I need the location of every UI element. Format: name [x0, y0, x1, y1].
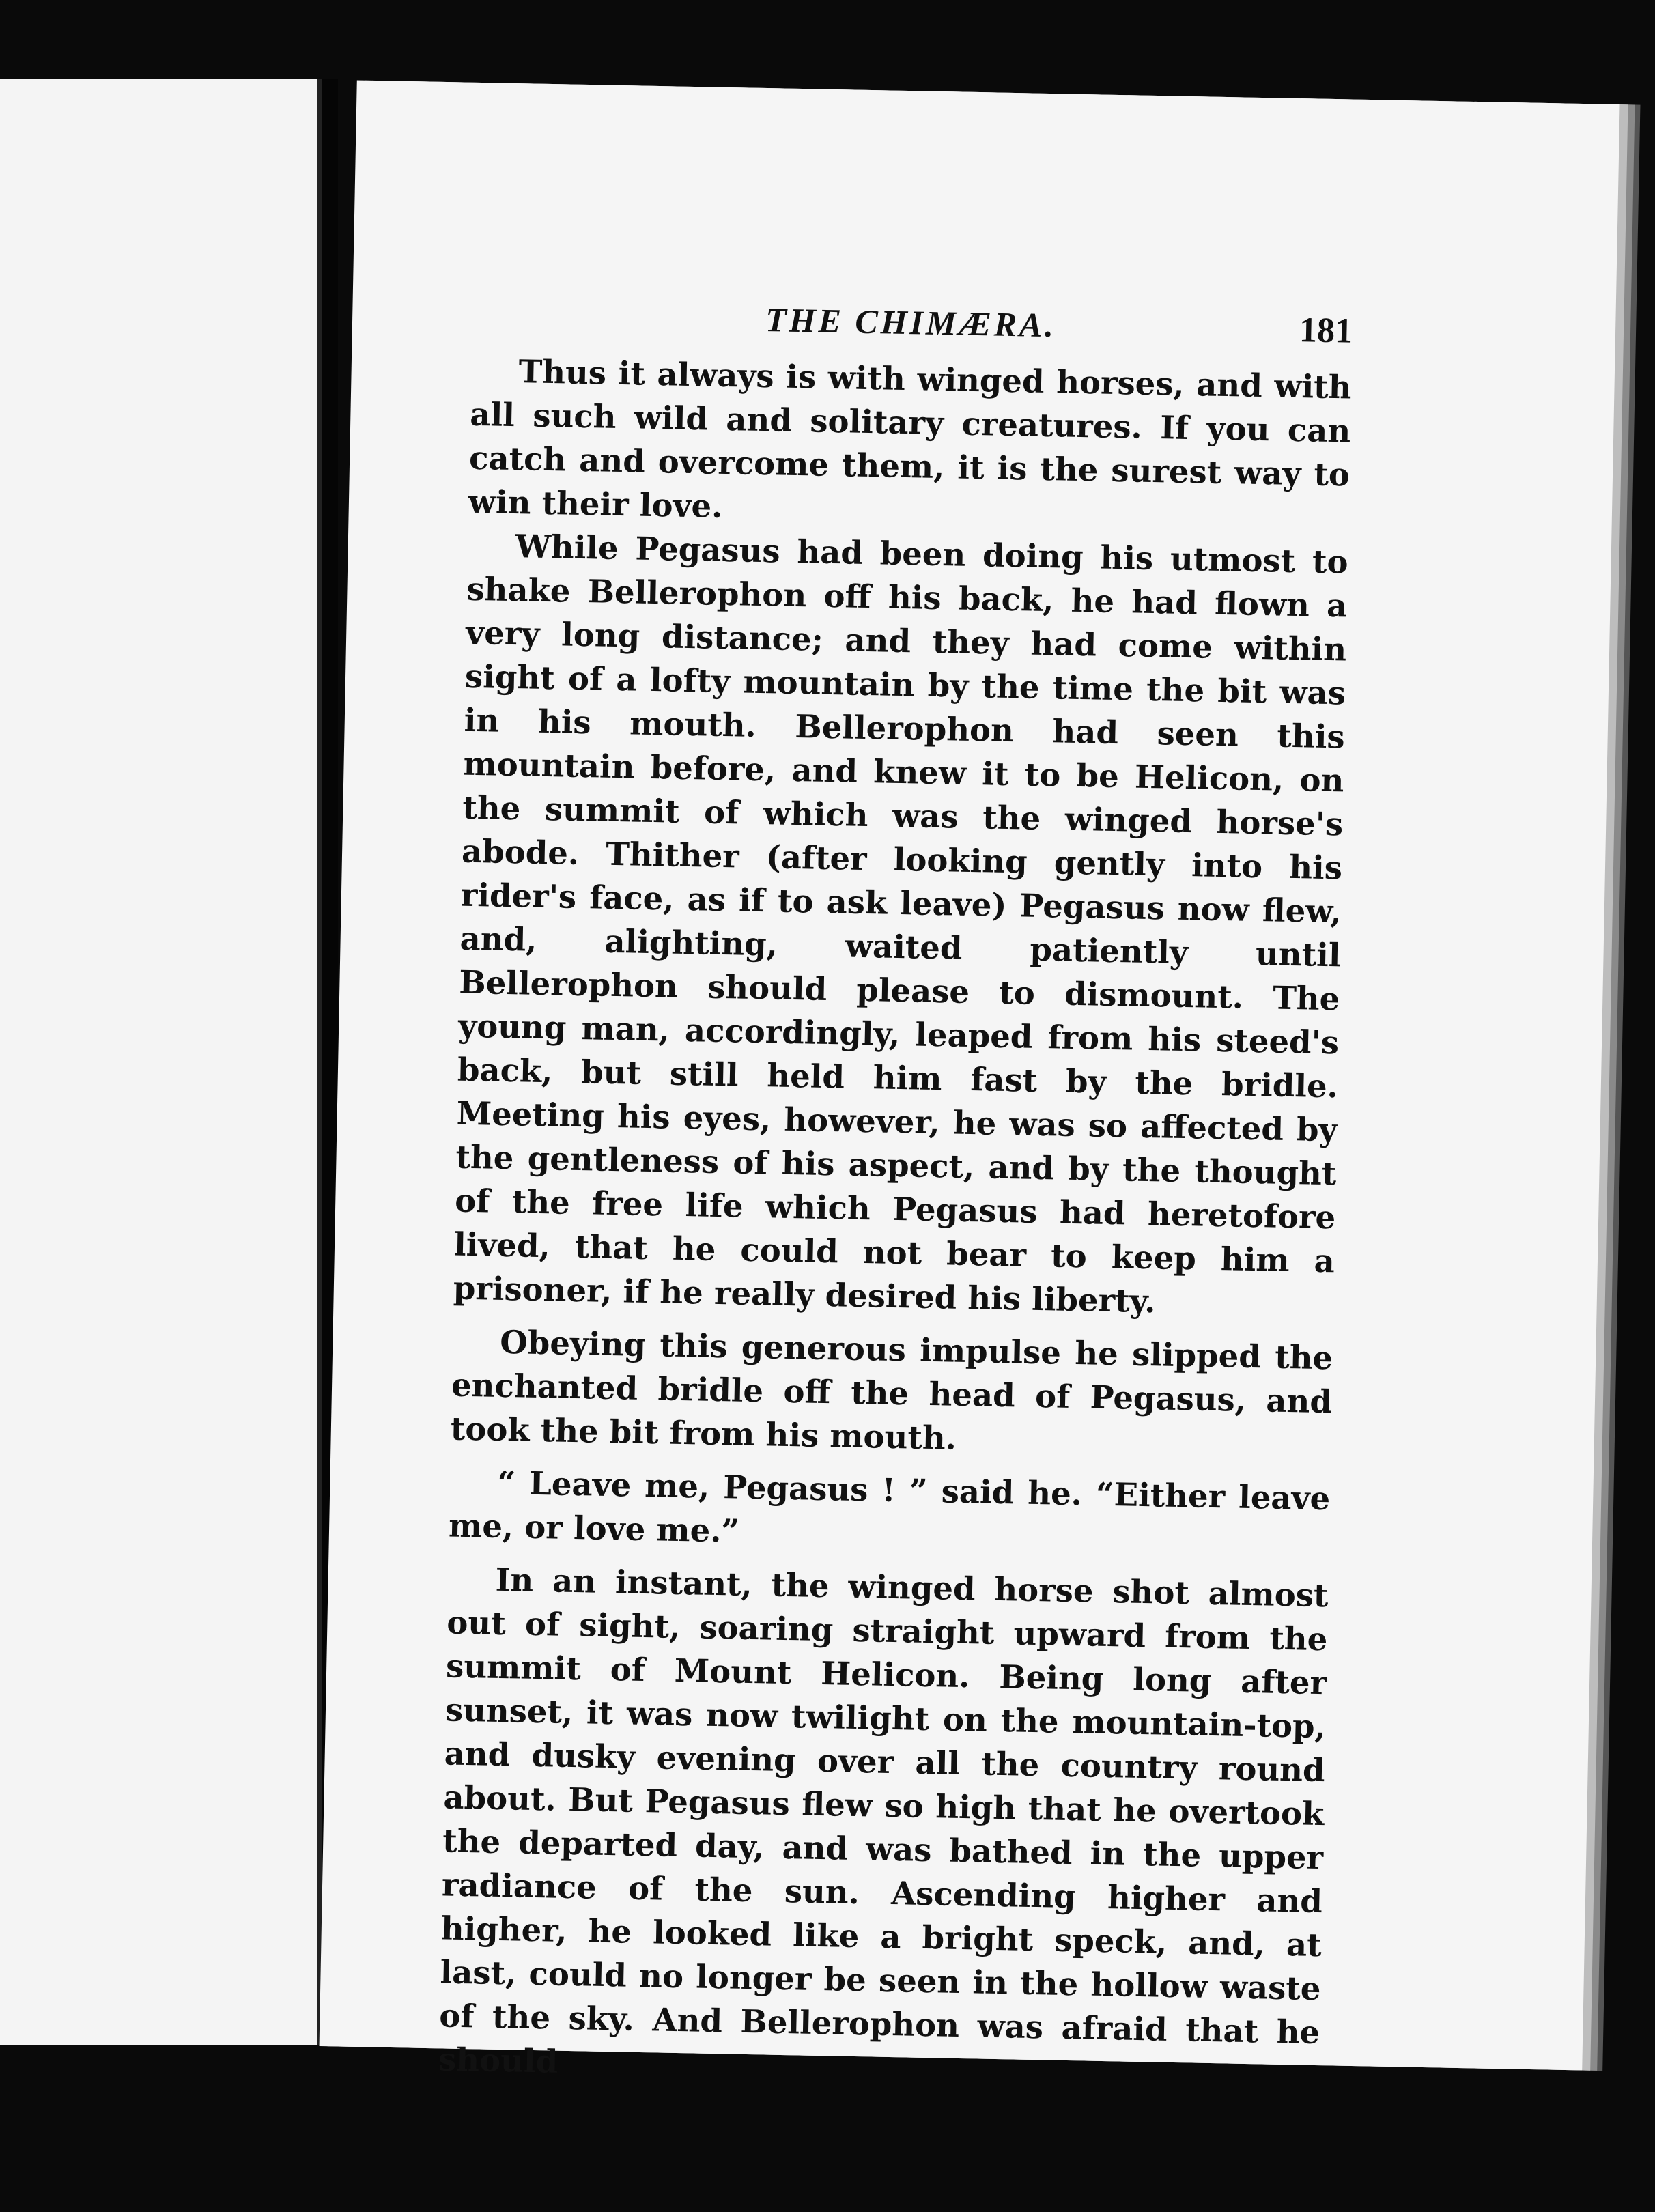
chapter-title: THE CHIMÆRA.	[765, 300, 1057, 345]
paragraph-5: In an instant, the winged horse shot almost out of sight, soaring straight upward from the summit of Mount Helicon. Being long after sunset, it was now twilight on the mountain-top, and dusky evening over all the country round about. But Pegasus flew so high that he overtook the departed day, and was bathed in the upper radiance of the sun. Ascending higher and higher, he looked like a bright speck, and, at last, could no longer be seen in the hollow waste of the sky. And Bellerophon was afraid that he should	[438, 1560, 1329, 2080]
left-page	[0, 79, 322, 2045]
right-page	[320, 81, 1620, 2080]
text-block	[438, 287, 1353, 2098]
paragraph-3: Obeying this generous impulse he slipped the enchanted bridle off the head of Pegasus, and took the bit from his mouth.	[450, 1322, 1333, 1457]
paragraph-1: Thus it always is with winged horses, and with all such wild and solitary creatures. If you can catch and overcome them, it is the surest way to win their love.	[468, 352, 1352, 525]
page-number: 181	[1299, 311, 1353, 351]
paragraph-4: “ Leave me, Pegasus ! ” said he. “Either leave me, or love me.”	[448, 1463, 1331, 1550]
paragraph-2: While Pegasus had been doing his utmost to shake Bellerophon off his back, he had flown a very long distance; and they had come within sight of a lofty mountain by the time the bit was in his mouth. Bellerophon had seen this mountain before, and knew it to be Helicon, on the summit of which was the winged horse's abode. Thither (after looking gently into his rider's face, as if to ask leave) Pegasus now flew, and, alighting, waited patiently until Bellerophon should please to dismount. The young man, accordingly, leaped from his steed's back, but still held him fast by the bridle. Meeting his eyes, however, he was so affected by the gentleness of his aspect, and by the thought of the free life which Pegasus had heretofore lived, that he could not bear to keep him a prisoner, if he really desired his liberty.	[453, 527, 1349, 1320]
